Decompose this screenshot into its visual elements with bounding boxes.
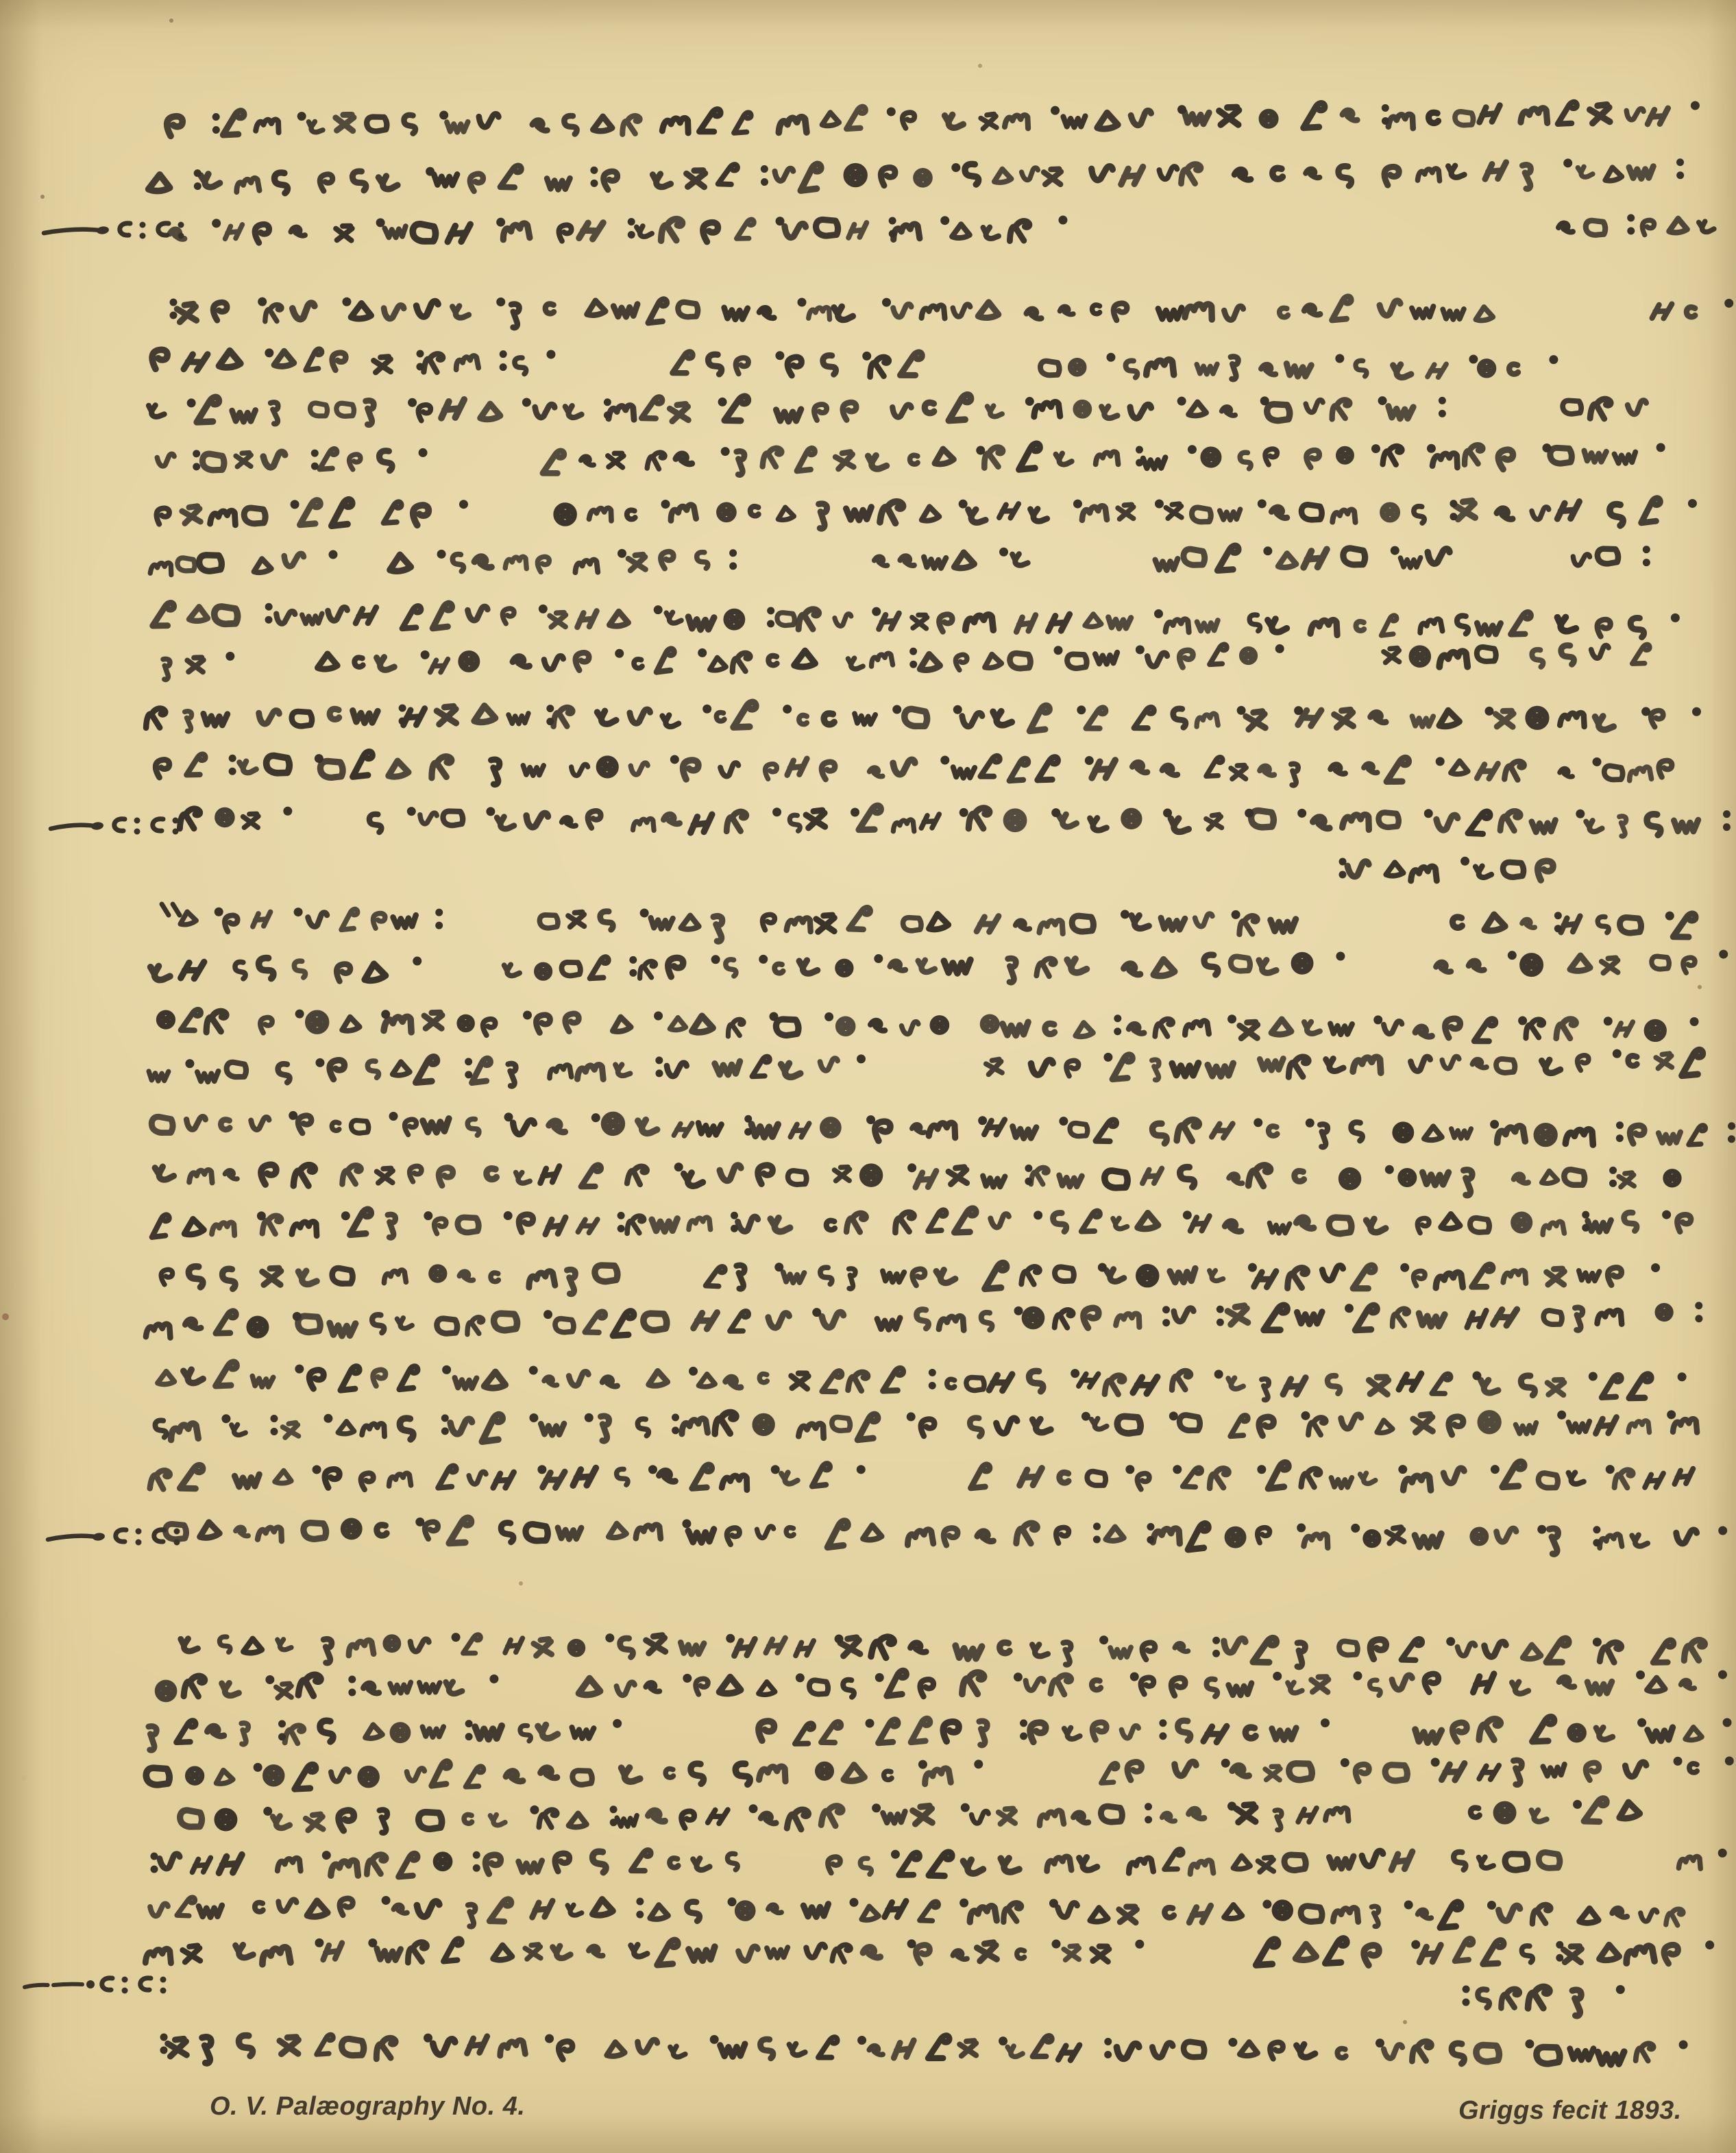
script-line (162, 642, 1650, 680)
script-line (1462, 1984, 1625, 2017)
script-line (150, 1208, 1691, 1238)
script-line (151, 348, 1558, 381)
script-line (150, 544, 1650, 575)
script-line (148, 1048, 1704, 1089)
script-line (180, 804, 1731, 837)
caption-engraver-credit: Griggs fecit 1893. (1458, 2096, 1682, 2125)
script-line (169, 213, 1714, 244)
script-line (148, 156, 1684, 199)
script-line (161, 1262, 1660, 1295)
margin-section-mark (25, 1977, 167, 1994)
script-line (169, 295, 1733, 329)
script-line (156, 751, 1672, 788)
script-line (151, 1110, 1735, 1150)
margin-section-mark (51, 818, 179, 835)
script-line (148, 1716, 1732, 1750)
script-line (146, 1299, 1703, 1341)
script-line (146, 1755, 1734, 1790)
script-line (157, 441, 1665, 477)
script-line (150, 1847, 1726, 1878)
margin-section-mark (48, 1529, 180, 1546)
script-line (160, 2030, 1687, 2071)
paragraph-2 (146, 295, 1734, 881)
script-line (162, 904, 1696, 945)
script-line (155, 1160, 1679, 1196)
caption-plate-number: O. V. Palæography No. 4. (210, 2092, 526, 2121)
script-line (167, 99, 1700, 138)
script-line (150, 1895, 1683, 1932)
script-line (156, 498, 1697, 529)
paragraph-3 (146, 904, 1736, 1555)
script-line (180, 1797, 1640, 1836)
script-line (158, 1361, 1687, 1402)
paragraph-1 (148, 99, 1714, 244)
script-line (145, 1936, 1714, 1967)
script-line (146, 701, 1701, 736)
script-line (150, 1461, 1694, 1490)
script-line (158, 1008, 1698, 1043)
paragraph-4 (145, 1631, 1734, 2071)
margin-section-marks (25, 222, 184, 1994)
script-line (180, 1631, 1705, 1669)
script-line (1338, 857, 1553, 881)
script-line (158, 1668, 1727, 1701)
script-line (155, 1409, 1697, 1442)
script-line (153, 600, 1680, 638)
script-line (151, 950, 1728, 987)
script-line (165, 1516, 1727, 1555)
script-line (148, 393, 1647, 425)
margin-section-mark (44, 222, 184, 239)
